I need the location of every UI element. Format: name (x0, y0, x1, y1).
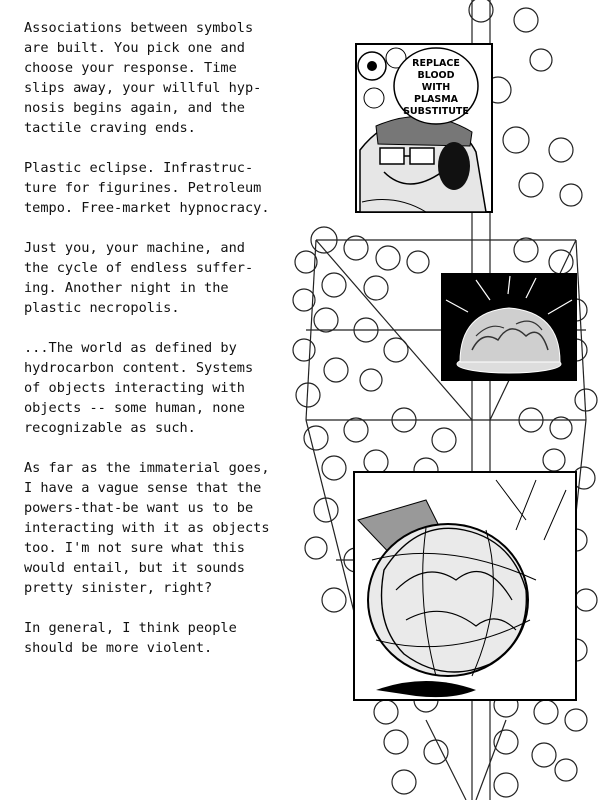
essay-text (24, 18, 282, 678)
comic-panel-medic (356, 44, 492, 212)
paragraph-5: As far as the immaterial goes, I have a vague sense that the powers-that-be want us to be interacting with it as objects too. I'm not sure what this would entail, but it sounds pretty sinister, right? (24, 460, 270, 596)
speech-line-4: PLASMA (413, 94, 459, 105)
collage-illustration (276, 0, 600, 800)
comic-panel-brain-dish (442, 274, 576, 380)
speech-line-2: BLOOD (417, 70, 455, 81)
speech-line-5: SUBSTITUTE (403, 106, 469, 117)
speech-line-1: REPLACE (412, 58, 460, 69)
paragraph-1: Associations between symbols are built. You pick one and choose your response. Time slips away, your willful hyp- nosis begins again, and the tactile craving ends. (24, 20, 262, 136)
paragraph-3: Just you, your machine, and the cycle of endless suffer- ing. Another night in the plastic necropolis. (24, 240, 254, 316)
paragraph-2: Plastic eclipse. Infrastruc- ture for figurines. Petroleum tempo. Free-market hypnocracy. (24, 160, 270, 216)
paragraph-4: ...The world as defined by hydrocarbon content. Systems of objects interacting with objects -- some human, none recognizable as such. (24, 340, 254, 436)
speech-line-3: WITH (421, 82, 451, 93)
comic-panel-brain-wrapped (354, 472, 576, 700)
paragraph-6: In general, I think people should be more violent. (24, 620, 237, 656)
